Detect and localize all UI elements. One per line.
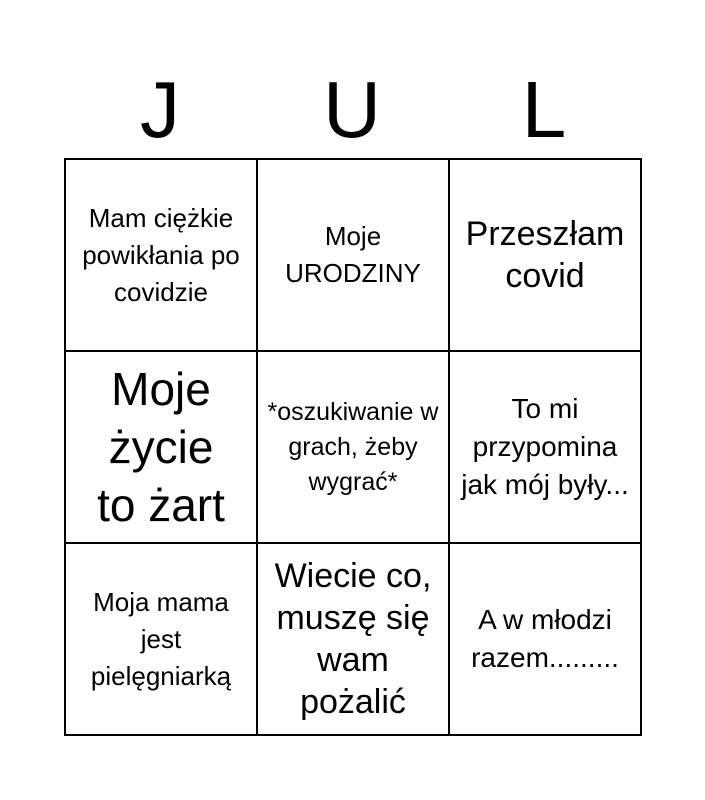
bingo-cell-5[interactable] [258, 352, 450, 544]
bingo-cell-text: Przeszłam covid [465, 215, 625, 295]
bingo-cell-text: Moje życie to żart [97, 363, 225, 531]
bingo-cell-text: Mam ciężkie powikłania po covidzie [82, 202, 240, 307]
bingo-cell-text: To mi przypomina jak mój były... [461, 393, 629, 500]
bingo-cell-text: *oszukiwanie w grach, żeby wygrać* [267, 397, 439, 496]
bingo-cell-text: A w młodzi razem......... [471, 604, 619, 673]
bingo-cell-text: Moja mama jest pielęgniarką [90, 586, 232, 691]
header-letter-u: U [323, 65, 381, 154]
bingo-cell-8[interactable] [258, 544, 450, 736]
bingo-cell-text: Wiecie co, muszę się wam pożalić [274, 557, 432, 721]
bingo-cell-9[interactable] [450, 544, 642, 736]
bingo-header [64, 62, 640, 158]
bingo-grid [64, 158, 642, 736]
bingo-cell-3[interactable] [450, 160, 642, 352]
header-letter-j: J [140, 65, 180, 154]
bingo-cell-4[interactable] [66, 352, 258, 544]
header-letter-l: L [521, 65, 567, 154]
bingo-cell-7[interactable] [66, 544, 258, 736]
bingo-cell-1[interactable] [66, 160, 258, 352]
bingo-cell-text: Moje URODZINY [285, 221, 421, 288]
bingo-cell-6[interactable] [450, 352, 642, 544]
bingo-cell-2[interactable] [258, 160, 450, 352]
